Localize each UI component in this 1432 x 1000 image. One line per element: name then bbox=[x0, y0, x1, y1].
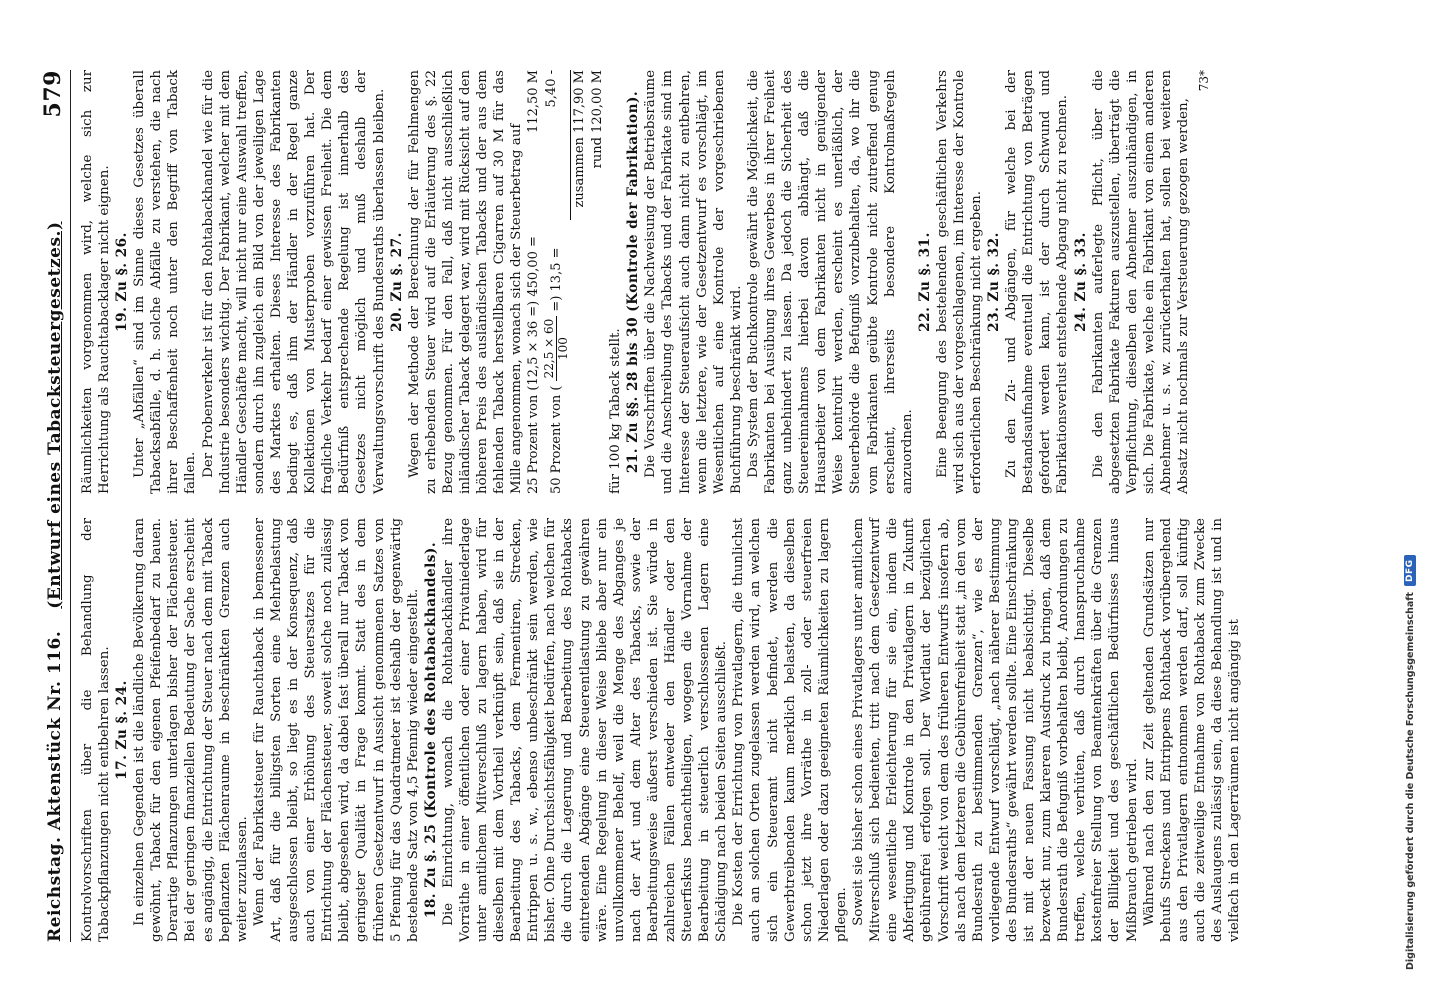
formula-value: 5,40 - bbox=[544, 70, 560, 108]
left-column bbox=[79, 518, 1243, 942]
formula-mid: =) 13,5 = bbox=[549, 247, 565, 312]
section-heading: 18. Zu §. 25 (Kontrole des Rohtabackhandels). bbox=[422, 541, 439, 919]
credit-text: Digitalisierung gefördert durch die Deutsche Forschungsgemeinschaft bbox=[1404, 592, 1416, 970]
formula-term bbox=[543, 247, 570, 494]
section-heading: 19. Zu §. 26. bbox=[114, 232, 131, 332]
formula-row bbox=[525, 70, 543, 494]
section-heading: 24. Zu §. 33. bbox=[1072, 232, 1089, 332]
signature-mark: 73* bbox=[1197, 70, 1212, 92]
section-heading: 22. Zu §. 31. bbox=[916, 232, 933, 332]
paragraph: Eine Beengung des bestehenden geschäftlichen Verkehrs wird sich aus der vorgeschlagenen, im Interesse der Kontrole erforderlichen Beschränkung nicht ergeben. bbox=[934, 70, 985, 494]
paragraph: Wegen der Methode der Berechnung der für Fehlmengen zu erhebenden Steuer wird auf die Erläuterung des §. 22 Bezug genommen. Für den Fall, daß nicht ausschließlich inländischer Taback gelagert war, wird mit Rücksicht auf den höheren Preis des ausländischen Tabacks und der aus dem fehlenden Taback herstellbaren Cigarren auf 30 M für das Mille angenommen, wonach sich der Steuerbetrag auf bbox=[406, 70, 525, 494]
fraction-numerator: 22,5 × 60 bbox=[543, 316, 557, 382]
paragraph: Zu den Zu- und Abgängen, für welche bei der Bestandsaufnahme eventuell die Entrichtung von Beträgen gefordert werden kann, ist der durch Schwund und Fabrikationsverlust entstehende Abgang nicht zu rechnen. bbox=[1004, 70, 1071, 494]
formula-term: 25 Prozent von (12,5 × 36 =) 450,00 = bbox=[526, 236, 542, 494]
paragraph: Die Kosten der Errichtung von Privatlagern, die thunlichst auch an solchen Orten zugelassen werden wird, an welchen sich ein Steueramt nicht befindet, werden die Gewerbtreibenden kaum merklich belasten, da dieselben schon jetzt ihre Vorräthe in zoll- oder steuerfreien Niederlagen oder dazu geeigneten Räumlichkeiten zu lagern pflegen. bbox=[731, 518, 849, 942]
paragraph: Unter „Abfällen“ sind im Sinne dieses Gesetzes überall Tabacksabfälle, d. h. solche Abfälle zu verstehen, die nach ihrer Beschaffenheit noch unter den Begriff von Taback fallen. bbox=[132, 70, 199, 494]
section-heading: 21. Zu §§. 28 bis 30 (Kontrole der Fabrikation). bbox=[625, 90, 642, 474]
paragraph: Die den Fabrikanten auferlegte Pflicht, über die abgesetzten Fabrikate Fakturen auszustellen, überträgt die Verpflichtung, dieselben den Abnehmer auszuhändigen, in sich. Die Fabrikate, welche ein Fabrikant von einem anderen Abnehmer u. s. w. zurückerhalten hat, sollen bei weiteren Absatz nicht nochmals zur Versteuerung gezogen werden, bbox=[1090, 70, 1191, 494]
header-reichstag: Reichstag. Aktenstück Nr. 116. bbox=[45, 630, 65, 942]
dfg-logo: DFG bbox=[1404, 556, 1416, 587]
paragraph: Der Probenverkehr ist für den Rohtabackhandel wie für die Industrie besonders wichtig. Der Fabrikant, welcher mit dem Händler Geschäfte macht, will nicht nur eine Auswahl treffen, sondern durch ihn zugleich ein Bild von der jeweiligen Lage des Marktes erhalten. Dieses Interesse des Fabrikanten bedingt es, daß ihm der Händler in der Regel ganze Kollektionen von Musterproben vorzuführen hat. Der fragliche Verkehr bedarf einer gewissen Freiheit. Die dem Bedürfniß entsprechende Regelung ist innerhalb des Gesetzes nicht möglich und muß deshalb der Verwaltungsvorschrift des Bundesraths überlassen bleiben. bbox=[200, 70, 387, 494]
tax-calculation bbox=[525, 70, 607, 494]
paragraph: Wenn der Fabrikatsteuer für Rauchtaback in bemessener Art, daß für die billigsten Sorten eine Mehrbelastung ausgeschlossen bleibt, so liegt es in der Konsequenz, daß auch von einer Erhöhung des Steuersatzes für die Entrichtung der Flächensteuer, soweit solche noch zulässig bleibt, abgesehen wird, da dabei fast überall nur Taback von geringster Qualität in Frage kommt. Statt des in dem früheren Gesetzentwurf in Aussicht genommenen Satzes von 5 Pfennig für das Quadratmeter ist deshalb der gegenwärtig bestehende Satz von 4,5 Pfennig wieder eingestellt. bbox=[251, 518, 421, 942]
page-header bbox=[40, 70, 71, 942]
page-number: 579 bbox=[40, 70, 66, 118]
paragraph: Die Einrichtung, wonach die Rohtabackhändler ihre Vorräthe in einer öffentlichen oder einer Privatniederlage unter amtlichem Mitverschluß zu lagern haben, wird für dieselben mit dem Vortheil verknüpft sein, daß sie in der Bearbeitung des Tabacks, dem Fermentiren, Strecken, Entrippen u. s. w., ebenso unbeschränkt sein werden, wie bisher. Ohne Durchsichtsfähigkeit bedürfen, nach welchen für die durch die Lagerung und Bearbeitung des Rohtabacks eintretenden Abgänge eine Steuerentlastung zu gewähren wäre. Eine Regelung in dieser Weise bliebe aber nur ein unvollkommener Behelf, weil die Menge des Abganges je nach der Art und dem Alter des Tabacks, sowie der Bearbeitungsweise äußerst verschieden ist. Sie würde in zahlreichen Fällen entweder den Händler oder den Steuerfiskus benachtheiligen, wogegen die Vornahme der Bearbeitung in steuerlich verschlossenen Lagern eine Schädigung nach beiden Seiten ausschließt. bbox=[440, 518, 730, 942]
formula-sum: zusammen 117,90 M bbox=[572, 70, 588, 208]
paragraph: Räumlichkeiten vorgenommen wird, welche sich zur Herrichtung als Rauchtabacklager nicht eignen. bbox=[80, 70, 113, 494]
header-title bbox=[45, 117, 65, 608]
digitization-credit bbox=[1404, 10, 1430, 970]
right-column bbox=[79, 70, 1243, 494]
paragraph: Das System der Buchkontrole gewährt die Möglichkeit, die Fabrikanten bei Ausübung ihres Gewerbes in ihrer Freiheit ganz unbehindert zu lassen. Da jedoch die Sicherheit des Steuereinnahmens hierbei davon abhängt, daß die Hausarbeiter von dem Fabrikanten nicht in genügender Weise kontrolirt werden, erscheint es unerläßlich, der Steuerbehörde die Befugniß vorzubehalten, da, wo ihr die vom Fabrikanten geübte Kontrole nicht zutreffend genug erscheint, ihrerseits besondere Kontrolmaßregeln anzuordnen. bbox=[745, 70, 915, 494]
formula-rounded: rund 120,00 M bbox=[590, 70, 606, 169]
header-title-text: (Entwurf eines Tabacksteuergesetzes.) bbox=[45, 221, 65, 609]
paragraph: Soweit sie bisher schon eines Privatlagers unter amtlichem Mitverschluß sich bedienten, tritt nach dem Gesetzentwurf eine wesentliche Erleichterung für sie ein, indem die Abfertigung und Kontrole in den Privatlagern in Zukunft gebührenfrei erfolgen soll. Der Wortlaut der bezüglichen Vorschrift weicht von dem des früheren Entwurfs insofern ab, als nach dem letzteren die Gebührenfreiheit statt „in den vom Bundesrath zu bestimmenden Grenzen“, wie es der vorliegende Entwurf vorschlägt, „nach näherer Bestimmung des Bundesraths“ gewährt werden sollte. Eine Einschränkung ist mit der neuen Fassung nicht beabsichtigt. Dieselbe bezweckt nur, zum klareren Ausdruck zu bringen, daß dem Bundesrath die Befugniß vorbehalten bleibt, Anordnungen zu treffen, welche verhüten, daß durch Inanspruchnahme kostenfreier Stellung von Beamtenkräften über die Grenzen der Billigkeit und des geschäftlichen Bedürfnisses hinaus Mißbrauch getrieben wird. bbox=[851, 518, 1140, 942]
text-columns bbox=[79, 70, 1243, 942]
fraction-denominator: 100 bbox=[556, 337, 571, 360]
formula-row bbox=[543, 70, 570, 494]
paragraph: Die Vorschriften über die Nachweisung der Betriebsräume und die Anschreibung des Tabacks und der Fabrikate sind im Interesse der Steueraufsicht auch dann nicht zu entbehren, wenn die letztere, wie der Gesetzentwurf es vorschlägt, im Wesentlichen auf eine Kontrole der vorgeschriebenen Buchführung beschränkt wird. bbox=[643, 70, 744, 494]
credit-line bbox=[1404, 20, 1416, 970]
formula-fraction bbox=[543, 316, 570, 382]
formula-value: 112,50 M bbox=[526, 70, 542, 133]
section-heading: 23. Zu §. 32. bbox=[986, 232, 1003, 332]
paragraph: Kontrolvorschriften über die Behandlung der Tabackpflanzungen nicht entbehren lassen. bbox=[80, 518, 113, 942]
section-heading: 17. Zu §. 24. bbox=[114, 680, 131, 780]
paragraph: Während nach den zur Zeit geltenden Grundsätzen nur behufs Streckens und Entrippens Rohtaback vorübergehend aus den Privatlagern entnommen werden darf, soll künftig auch die zeitweilige Entnahme von Rohtaback zum Zwecke des Auslaugens zulässig sein, da diese Behandlung ist und in vielfach in den Lagerräumen nicht angängig ist bbox=[1141, 518, 1243, 942]
paragraph: In einzelnen Gegenden ist die ländliche Bevölkerung daran gewöhnt, Taback für den eigenen Pfeifenbedarf zu bauen. Derartige Pflanzungen unterlagen bisher der Flächensteuer. Bei der geringen finanziellen Bedeutung der Sache erscheint es angängig, die Entrichtung der Steuer nach dem mit Taback bepflanzten Flächenraume in beschränkten Grenzen auch weiter zuzulassen. bbox=[132, 518, 250, 942]
section-heading: 20. Zu §. 27. bbox=[388, 232, 405, 332]
formula-prefix: 50 Prozent von ( bbox=[549, 385, 565, 494]
paragraph: für 100 kg Taback stellt. bbox=[608, 328, 624, 494]
